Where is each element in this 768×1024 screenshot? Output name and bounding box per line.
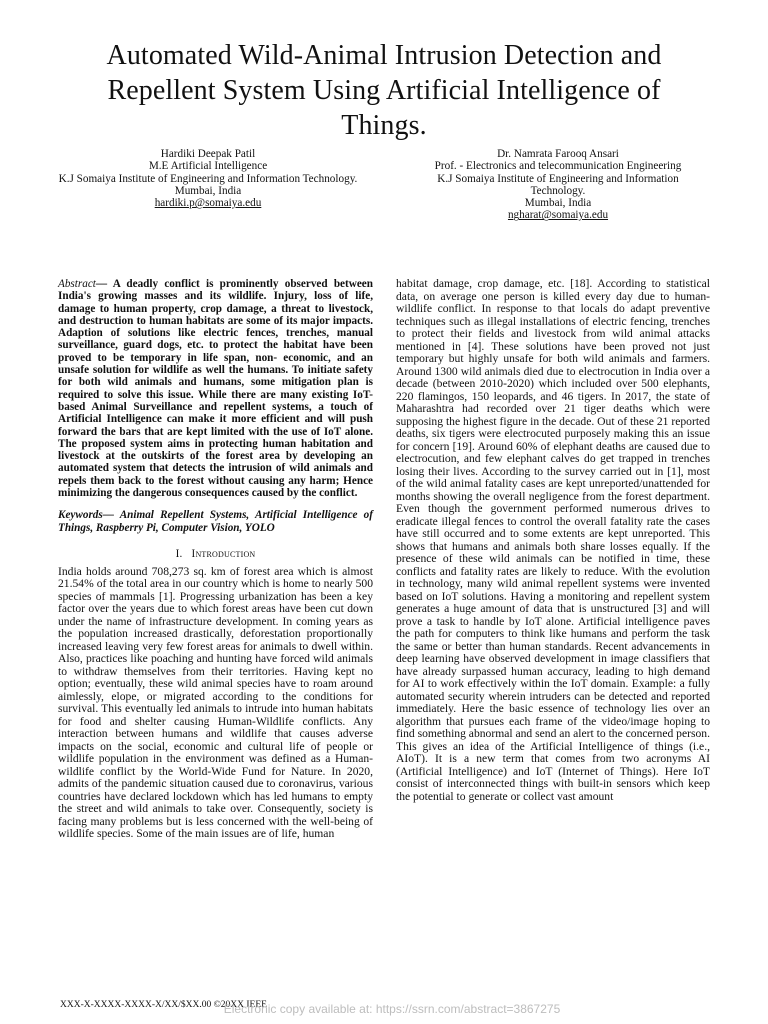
author-role: Prof. - Electronics and telecommunication Engineering — [434, 160, 682, 173]
author-block-2 — [410, 148, 706, 222]
author-email-link[interactable]: hardiki.p@somaiya.edu — [154, 197, 262, 210]
paper-title: Automated Wild-Animal Intrusion Detection and Repellent System Using Artificial Intelligence of Things. — [106, 40, 662, 141]
section-heading-introduction — [58, 548, 373, 561]
author-institution: K.J Somaiya Institute of Engineering and Information Technology. — [437, 172, 679, 197]
keywords-label: Keywords— — [58, 509, 114, 522]
ssrn-watermark[interactable]: Electronic copy available at: https://ssrn.com/abstract=3867275 — [223, 1002, 561, 1016]
copyright-footer: XXX-X-XXXX-XXXX-X/XX/$XX.00 ©20XX IEEE — [60, 1000, 267, 1010]
abstract-label: Abstract — [58, 278, 96, 290]
keywords — [58, 509, 373, 534]
abstract — [58, 278, 373, 499]
introduction-paragraph-continued: habitat damage, crop damage, etc. [18]. According to statistical data, on average one person is killed every day due to human-wildlife conflict. In response to that locals do adapt preventive techniques such as illegal installations of electric fencing, trenches to protect their fields and livestock from wild animal attacks mentioned in [4]. These solutions have been proved not just temporary but highly unsafe for both wild animals and farmers. Around 1300 wild animals died due to electrocution in India over a decade (between 2010-2020) which included over 500 elephants, 220 flamingos, 150 leopards, and 46 tigers. In 2017, the state of Maharashtra had recorded over 21 tiger deaths which were supposing the highest figure in the decade. Out of these 21 reported deaths, six tigers were electrocuted purposely making this an issue for concern [19]. Around 60% of elephant deaths are caused due to electrocution, and few elephant calves do get trapped in trenches losing their lives. According to the survey carried out in [1], most of the wild animal fatality cases are kept unreported/unattended for months showing the overall negligence from the forest department. Even though the government performed numerous drives to eradicate illegal fences to control the overall fatality rate the cases have still occurred and to some extents are kept unreported. This shows that humans and animals both share losses equally. If the presence of these wild animals can be notified in time, these conflicts and fatality rates are likely to reduce. With the evolution in technology, many wild animal repellent systems were invented based on IoT solutions. Having a monitoring and repellent system generates a huge amount of data that is unstructured [3] and will prove a task to handle by IoT alone. Artificial intelligence paves the path for computers to think like humans and perform the task the same or better than human standards. Recent advancements in deep learning have observed development in image classifiers that have already surpassed human accuracy, leading to high demand for AI to work effectively within the IoT domain. Example: a fully automated security wherein intruders can be detected and reported immediately. Here the basic essence of technology lies over an algorithm that pursues each frame of the video/image hoping to find something abnormal and send an alert to the concerned person. This gives an idea of the Artificial Intelligence of things (i.e., AIoT). It is a new term that comes from two acronyms AI (Artificial Intelligence) and IoT (Internet of Things). Here IoT consist of interconnected things with built-in sensors which keep the potential to generate or collect vast amount — [396, 277, 710, 803]
abstract-separator: — — [95, 278, 113, 290]
author-location: Mumbai, India — [524, 197, 592, 210]
section-title: Introduction — [191, 547, 256, 560]
author-name: Dr. Namrata Farooq Ansari — [497, 148, 619, 160]
author-block-1 — [58, 148, 358, 209]
author-name: Hardiki Deepak Patil — [160, 148, 256, 160]
author-institution: K.J Somaiya Institute of Engineering and Information Technology. — [58, 172, 358, 185]
right-column — [396, 278, 710, 803]
keywords-text: Animal Repellent Systems, Artificial Intelligence of Things, Raspberry Pi, Computer Vision, YOLO — [58, 509, 373, 534]
introduction-paragraph-1: India holds around 708,273 sq. km of forest area which is almost 21.54% of the total area in our country which is home to nearly 500 species of mammals [1]. Progressing urbanization has been a key factor over the years due to which forest areas have been cut down under the name of infrastructure development. In coming years as the population increased drastically, deforestation proportionally increased leaving very few forest areas for animals to dwell within. Also, practices like poaching and hunting have forced wild animals to withdraw themselves from their territories. Having kept no option; eventually, these wild animal species have to roam around aimlessly, elope, or migrated according to the conditions for survival. This eventually led animals to intrude into human habitats for food and shelter causing Human-Wildlife conflicts. Any interaction between humans and wildlife that causes adverse impacts on the social, economic and cultural life of people or wildlife population in the environment was defined as a Human-wildlife conflict by the World-Wide Fund for Nature. In 2020, admits of the pandemic situation caused due to coronavirus, various countries have declared lockdown which has led humans to empty the street and wild animals to take over. Consequently, society is facing many problems but is less concerned with the well-being of wildlife species. Some of the main issues are of life, human — [58, 564, 373, 841]
left-column — [58, 278, 373, 841]
author-email-link[interactable]: ngharat@somaiya.edu — [507, 209, 609, 222]
section-number: I. — [175, 547, 183, 560]
abstract-text: A deadly conflict is prominently observed between India's growing masses and its wildlife. Injury, loss of life, damage to human property, crop damage, a threat to livestock, and destruction to human habitats are some of its major impacts. Adaption of solutions like electric fences, trenches, manual surveillance, guard dogs, etc. to protect the habitat have been proved to be temporary in life span, non- economic, and an unsafe solution for wildlife as well the humans. To initiate safety for both wild animals and humans, some mitigation plan is required to solve this issue. While there are many existing IoT-based Animal Surveillance and repellent systems, a touch of Artificial Intelligence can make it more efficient and will push forward the bars that are kept limited with the use of IoT alone. The proposed system aims in protecting human habitation and livestock at the outskirts of the forest area by developing an automated system that detects the intrusion of wild animals and repels them back to the forest without causing any harm; Hence minimizing the dangerous consequences caused by the conflict. — [58, 278, 373, 500]
author-location: Mumbai, India — [174, 184, 242, 197]
author-role: M.E Artificial Intelligence — [148, 160, 268, 173]
